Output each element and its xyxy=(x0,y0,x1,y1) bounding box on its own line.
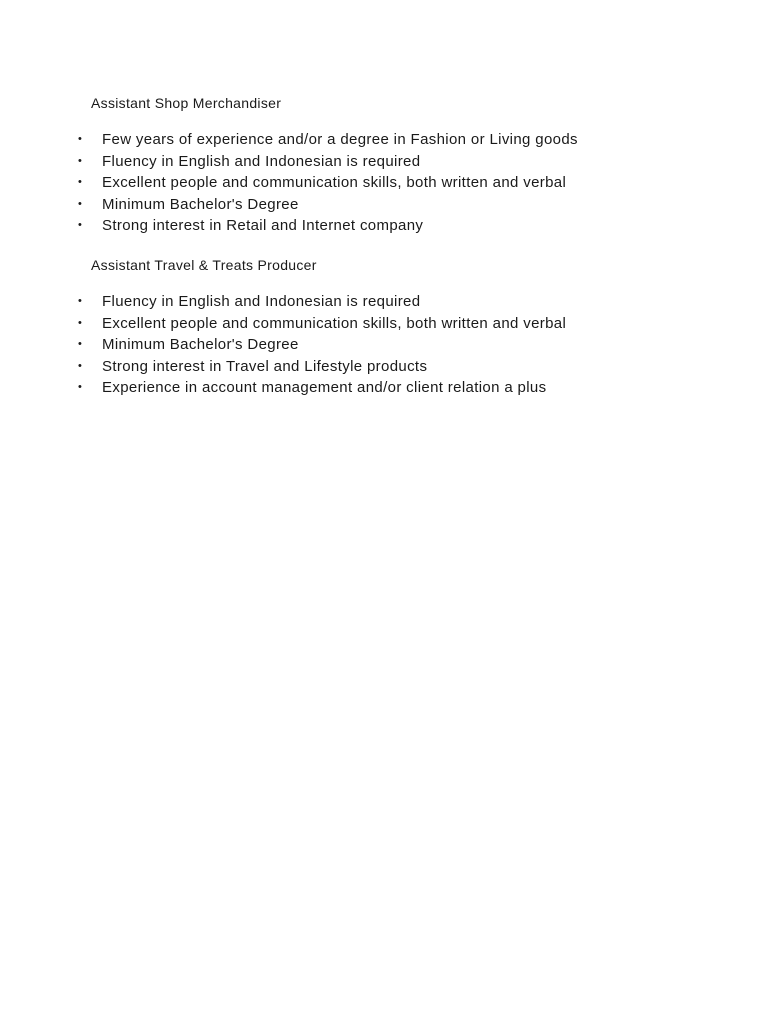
requirement-text: Few years of experience and/or a degree in Fashion or Living goods xyxy=(102,131,578,148)
requirement-text: Minimum Bachelor's Degree xyxy=(102,195,299,213)
requirement-text: Excellent people and communication skills, both written and verbal xyxy=(102,174,567,192)
list-item xyxy=(0,215,768,237)
job-section-shop-merchandiser xyxy=(0,93,768,237)
bullet-icon: • xyxy=(78,197,83,210)
bullet-icon: • xyxy=(78,338,83,351)
bullet-icon: • xyxy=(78,381,83,394)
requirement-text: Fluency in English and Indonesian is required xyxy=(102,152,421,170)
requirement-text: Strong interest in Retail and Internet company xyxy=(102,217,424,235)
job-title: Assistant Shop Merchandiser xyxy=(91,95,282,111)
list-item xyxy=(0,334,768,356)
job-section-travel-treats-producer xyxy=(0,255,768,399)
list-item xyxy=(0,129,768,151)
bullet-icon: • xyxy=(78,154,83,167)
requirements-list xyxy=(0,291,768,399)
bullet-icon: • xyxy=(78,219,83,232)
bullet-icon: • xyxy=(78,176,83,189)
requirement-text: Excellent people and communication skills, both written and verbal xyxy=(102,314,567,332)
bullet-icon: • xyxy=(78,133,83,145)
bullet-icon: • xyxy=(78,359,83,372)
requirement-text: Minimum Bachelor's Degree xyxy=(102,336,299,354)
list-item xyxy=(0,356,768,378)
list-item xyxy=(0,194,768,216)
requirement-text: Strong interest in Travel and Lifestyle products xyxy=(102,357,428,375)
requirements-list xyxy=(0,129,768,237)
bullet-icon: • xyxy=(78,295,83,307)
requirement-text: Experience in account management and/or client relation a plus xyxy=(102,379,547,397)
job-title: Assistant Travel & Treats Producer xyxy=(91,257,317,273)
list-item xyxy=(0,313,768,335)
requirement-text: Fluency in English and Indonesian is required xyxy=(102,293,421,310)
bullet-icon: • xyxy=(78,316,83,329)
list-item xyxy=(0,377,768,399)
list-item xyxy=(0,151,768,173)
list-item xyxy=(0,291,768,313)
list-item xyxy=(0,172,768,194)
